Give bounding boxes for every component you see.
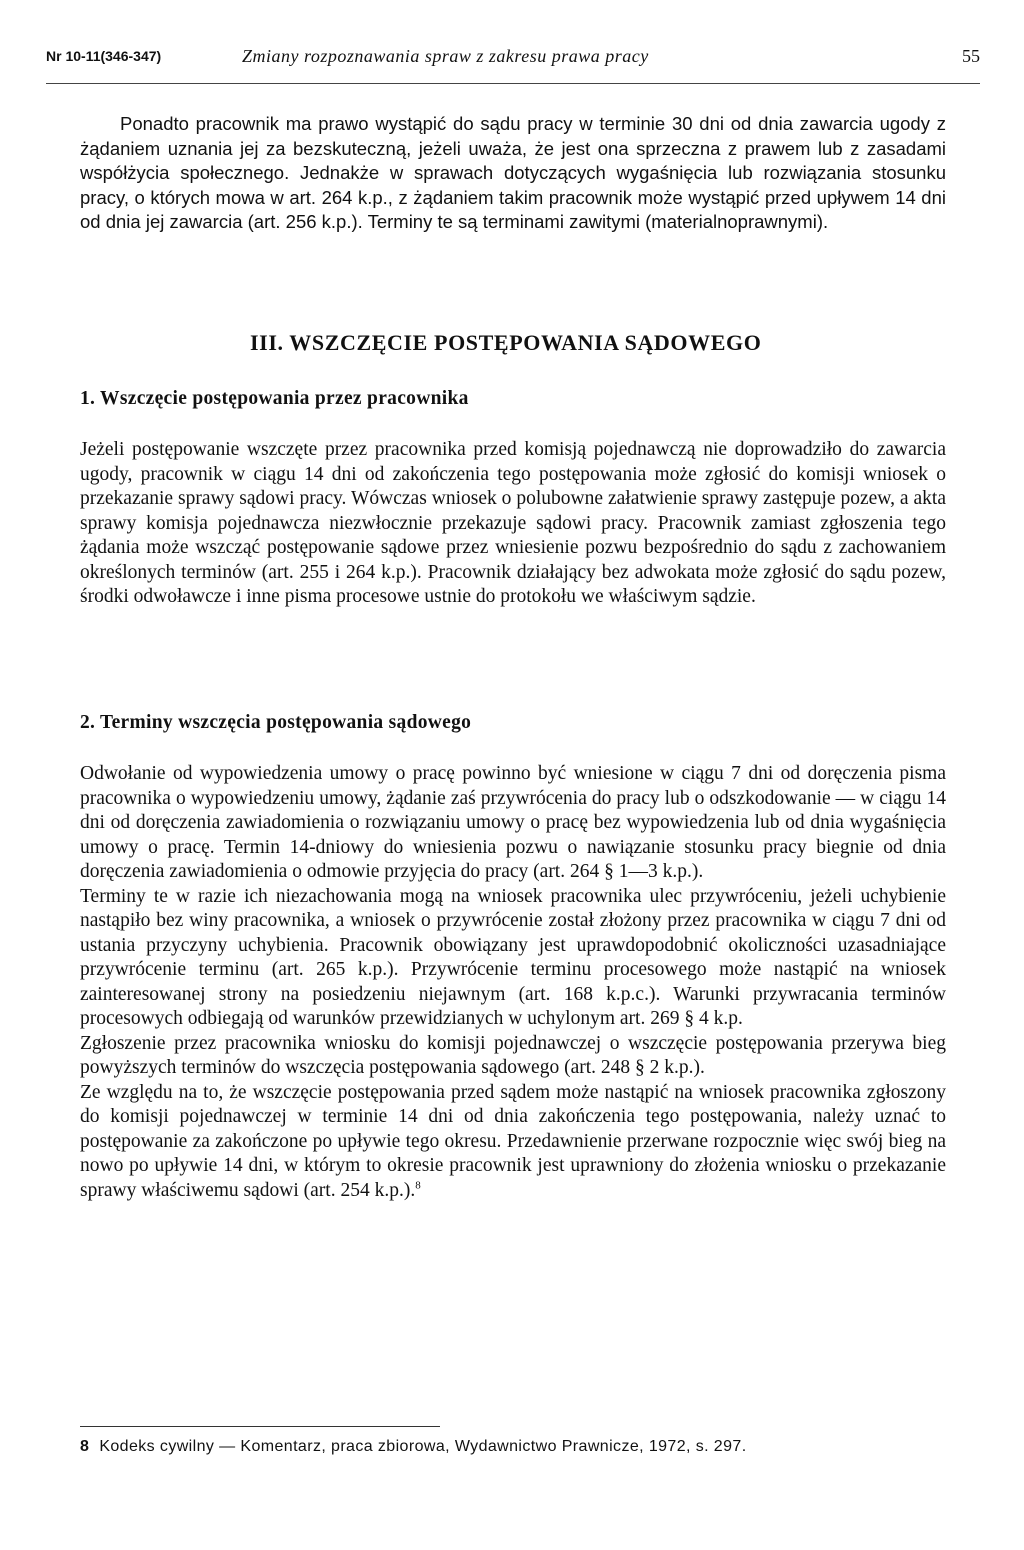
footnote-mark: 8: [80, 1438, 90, 1455]
section-2-title: 2. Terminy wszczęcia postępowania sądowego: [80, 712, 472, 733]
section-2-paragraph-4-text: Ze względu na to, że wszczęcie postępowania przed sądem może nastąpić na wniosek pracownika zgłoszony do komisji pojednawczej w terminie 14 dni od dnia zakończenia tego postępowania, należy uznać to postępowanie za zakończone po upływie tego okresu. Przedawnienie przerwane rozpocznie więc swój bieg na nowo po upływie 14 dni, w którym to okresie pracownik jest uprawniony do złożenia wniosku o przekazanie sprawy właściwemu sądowi (art. 254 k.p.).: [80, 1081, 946, 1201]
page-number: 55: [962, 46, 980, 66]
header-rule: [46, 83, 980, 84]
section-2-body: [80, 762, 946, 1203]
footnote-reference: 8: [415, 1179, 421, 1191]
section-1-paragraph: Jeżeli postępowanie wszczęte przez pracownika przed komisją pojednawczą nie doprowadziło do zawarcia ugody, pracownik w ciągu 14 dni od zakończenia tego postępowania może zgłosić do komisji wniosek o przekazanie sprawy sądowi pracy. Wówczas wniosek o polubowne załatwienie sprawy zastępuje pozew, a akta sprawy komisja pojednawcza niezwłocznie przekazuje sądowi pracy. Pracownik zamiast zgłoszenia tego żądania może wszcząć postępowanie sądowe przez wniesienie pozwu bezpośrednio do sądu z zachowaniem określonych terminów (art. 255 i 264 k.p.). Pracownik działający bez adwokata może zgłosić do sądu pozew, środki odwoławcze i inne pisma procesowe ustnie do protokołu we właściwym sądzie.: [80, 439, 946, 607]
footnote-text: Kodeks cywilny — Komentarz, praca zbiorowa, Wydawnictwo Prawnicze, 1972, s. 297.: [99, 1438, 747, 1455]
section-2-paragraph-3: Zgłoszenie przez pracownika wniosku do komisji pojednawczej o wszczęcie postępowania przerywa bieg powyższych terminów do wszczęcia postępowania sądowego (art. 248 § 2 k.p.).: [80, 1032, 946, 1078]
footnote: [80, 1438, 747, 1456]
section-2-paragraph-1: Odwołanie od wypowiedzenia umowy o pracę powinno być wniesione w ciągu 7 dni od doręczenia pisma pracownika o wypowiedzeniu umowy, żądanie zaś przywrócenia do pracy lub o odszkodowanie — w ciągu 14 dni od doręczenia zawiadomienia o rozwiązaniu umowy o pracę bez wypowiedzenia lub od dnia wygaśnięcia umowy o pracę. Termin 14-dniowy do wniesienia pozwu o nawiązanie stosunku pracy biegnie od dnia doręczenia zawiadomienia o odmowie przyjęcia do pracy (art. 264 § 1—3 k.p.).: [80, 763, 946, 882]
running-header: [46, 44, 980, 72]
footnote-rule: [80, 1426, 440, 1427]
section-2-paragraph-4: [80, 1081, 946, 1204]
running-title: Zmiany rozpoznawania spraw z zakresu prawa pracy: [242, 46, 649, 66]
intro-block: [80, 112, 946, 235]
chapter-title: III. WSZCZĘCIE POSTĘPOWANIA SĄDOWEGO: [250, 330, 762, 355]
intro-paragraph: Ponadto pracownik ma prawo wystąpić do sądu pracy w terminie 30 dni od dnia zawarcia ugody z żądaniem uznania jej za bezskuteczną, jeżeli uważa, że jest ona sprzeczna z prawem lub z zasadami współżycia społecznego. Jednakże w sprawach dotyczących wygaśnięcia lub rozwiązania stosunku pracy, o których mowa w art. 264 k.p., z żądaniem takim pracownik może wystąpić przed upływem 14 dni od dnia jej zawarcia (art. 256 k.p.). Terminy te są terminami zawitymi (materialnoprawnymi).: [80, 113, 946, 232]
journal-issue: Nr 10-11(346-347): [46, 48, 162, 64]
section-2-paragraph-2: Terminy te w razie ich niezachowania mogą na wniosek pracownika ulec przywróceniu, jeżeli uchybienie nastąpiło bez winy pracownika, a wniosek o przywrócenie został złożony przez pracownika w ciągu 7 dni od ustania przyczyny uchybienia. Pracownik obowiązany jest uprawdopodobnić okoliczności uzasadniające przywrócenie terminu (art. 265 k.p.). Przywrócenie terminu procesowego może nastąpić na wniosek zainteresowanej strony na posiedzeniu niejawnym (art. 168 k.p.c.). Warunki przywracania terminów procesowych odbiegają od warunków przewidzianych w uchylonym art. 269 § 4 k.p.: [80, 885, 946, 1029]
section-1-body: [80, 438, 946, 610]
section-1-title: 1. Wszczęcie postępowania przez pracownika: [80, 388, 469, 409]
